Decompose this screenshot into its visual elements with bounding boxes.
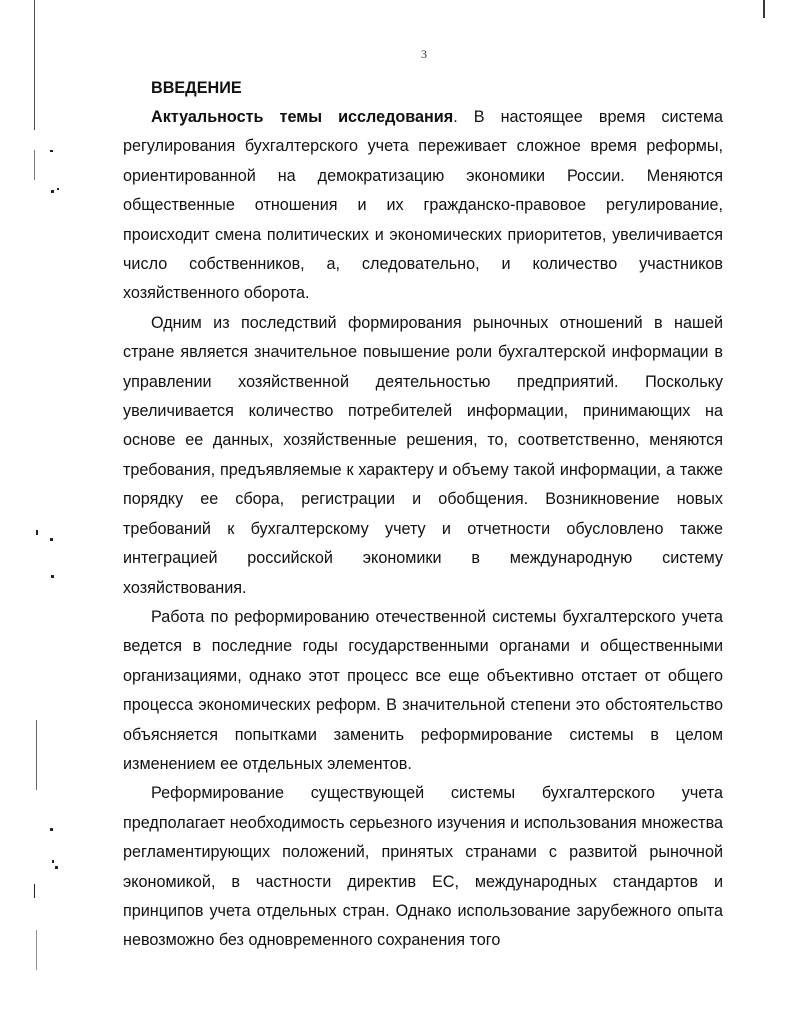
page-number: 3 xyxy=(421,47,427,61)
scan-edge-line xyxy=(34,0,35,130)
paragraph: Работа по реформированию отечественной системы бухгалтерского учета ведется в последние годы государственными органами и общественными организациями, однако этот процесс все еще объективно отстает от общего процесса экономических реформ. В значительной степени это обстоятельство объясняется попытками заменить реформирование системы в целом изменением ее отдельных элементов. xyxy=(123,607,723,773)
scan-speck xyxy=(55,866,58,869)
scan-edge-line xyxy=(763,0,765,18)
scan-edge-line xyxy=(34,150,35,180)
scan-speck xyxy=(50,828,53,831)
scan-speck xyxy=(57,188,59,190)
scan-speck xyxy=(52,860,54,863)
paragraph-lead: Актуальность темы исследования xyxy=(151,108,454,126)
document-body xyxy=(123,78,723,956)
paragraph: Реформирование существующей системы бухгалтерского учета предполагает необходимость серьезного изучения и использования множества регламентирующих положений, принятых странами с развитой рыночной экономикой, в частности директив ЕС, международных стандартов и принципов учета отдельных стран. Однако использование зарубежного опыта невозможно без одновременного сохранения того xyxy=(123,784,723,950)
paragraph-relevance xyxy=(123,103,723,309)
scan-speck xyxy=(51,190,54,193)
scan-edge-line xyxy=(36,720,37,790)
paragraph: Одним из последствий формирования рыночных отношений в нашей стране является значительное повышение роли бухгалтерской информации в управлении хозяйственной деятельностью предприятий. Поскольку увеличивается количество потребителей информации, принимающих на основе ее данных, хозяйственные решения, то, соответственно, меняются требования, предъявляемые к характеру и объему такой информации, а также порядку ее сбора, регистрации и обобщения. Возникновение новых требований к бухгалтерскому учету и отчетности обусловлено также интеграцией российской экономики в международную систему хозяйствования. xyxy=(123,313,723,597)
scan-speck xyxy=(50,150,53,152)
paragraph-text: . В настоящее время система регулирования бухгалтерского учета переживает сложное время реформы, ориентированной на демократизацию экономики России. Меняются общественные отношения и их гражданско-правовое регулирование, происходит смена политических и экономических приоритетов, увеличивается число собственников, а, следовательно, и количество участников хозяйственного оборота. xyxy=(123,108,723,303)
section-heading: ВВЕДЕНИЕ xyxy=(151,79,242,97)
scan-speck xyxy=(36,530,38,535)
scan-edge-line xyxy=(36,930,37,970)
scan-speck xyxy=(51,575,54,578)
scan-speck xyxy=(50,538,53,541)
scan-speck xyxy=(34,884,35,898)
